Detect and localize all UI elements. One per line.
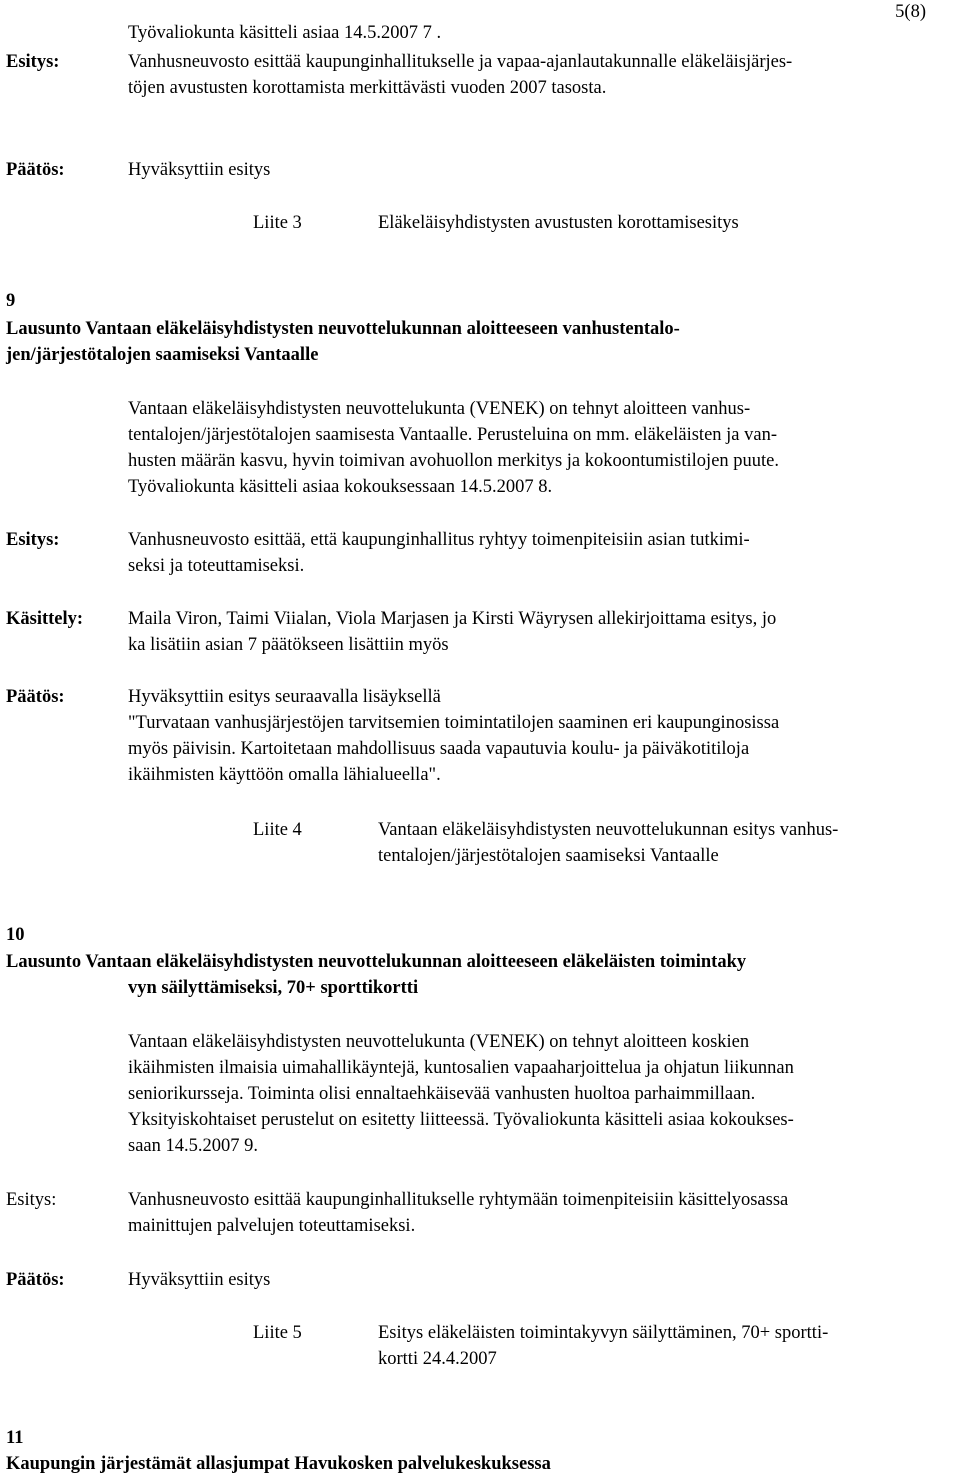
- attachment-text: Eläkeläisyhdistysten avustusten korottamisesitys: [378, 213, 739, 233]
- paatos-line: ikäihmisten käyttöön omalla lähialueella".: [128, 765, 441, 785]
- section-number: 10: [6, 925, 25, 945]
- paatos-label: Päätös:: [6, 687, 65, 707]
- intro-line: saan 14.5.2007 9.: [128, 1136, 258, 1156]
- intro-line: ikäihmisten ilmaisia uimahallikäyntejä, kuntosalien vapaaharjoittelua ja ohjatun liikunnan: [128, 1058, 794, 1078]
- kasittely-line: Maila Viron, Taimi Viialan, Viola Marjasen ja Kirsti Wäyrysen allekirjoittama esitys, jo: [128, 609, 777, 629]
- header-line: Työvaliokunta käsitteli asiaa 14.5.2007 7 .: [128, 23, 442, 43]
- paatos-line: Hyväksyttiin esitys seuraavalla lisäyksellä: [128, 687, 441, 707]
- esitys-line: mainittujen palvelujen toteuttamiseksi.: [128, 1216, 416, 1236]
- attachment-label: Liite 5: [253, 1323, 302, 1343]
- intro-line: Työvaliokunta käsitteli asiaa kokouksessaan 14.5.2007 8.: [128, 477, 553, 497]
- paatos-line: "Turvataan vanhusjärjestöjen tarvitsemien toimintatilojen saaminen eri kaupunginosissa: [128, 713, 780, 733]
- esitys-line: töjen avustusten korottamista merkittävästi vuoden 2007 tasosta.: [128, 78, 607, 98]
- paatos-label: Päätös:: [6, 1270, 65, 1290]
- esitys-line: seksi ja toteuttamiseksi.: [128, 556, 305, 576]
- section-title: jen/järjestötalojen saamiseksi Vantaalle: [6, 345, 319, 365]
- esitys-label: Esitys:: [6, 1190, 57, 1210]
- intro-line: tentalojen/järjestötalojen saamisesta Vantaalle. Perusteluina on mm. eläkeläisten ja van-: [128, 425, 777, 445]
- section-title: Lausunto Vantaan eläkeläisyhdistysten neuvottelukunnan aloitteeseen vanhustentalo-: [6, 319, 680, 339]
- intro-line: Vantaan eläkeläisyhdistysten neuvottelukunta (VENEK) on tehnyt aloitteen koskien: [128, 1032, 750, 1052]
- intro-line: Vantaan eläkeläisyhdistysten neuvottelukunta (VENEK) on tehnyt aloitteen vanhus-: [128, 399, 751, 419]
- paatos-label: Päätös:: [6, 160, 65, 180]
- attachment-label: Liite 3: [253, 213, 302, 233]
- section-title: Kaupungin järjestämät allasjumpat Havukosken palvelukeskuksessa: [6, 1454, 551, 1474]
- paatos-text: Hyväksyttiin esitys: [128, 160, 271, 180]
- page-number: 5(8): [895, 2, 926, 22]
- esitys-line: Vanhusneuvosto esittää kaupunginhallitukselle ryhtymään toimenpiteisiin käsittelyosassa: [128, 1190, 789, 1210]
- kasittely-label: Käsittely:: [6, 609, 84, 629]
- section-title: Lausunto Vantaan eläkeläisyhdistysten neuvottelukunnan aloitteeseen eläkeläisten toimintaky: [6, 952, 747, 972]
- intro-line: husten määrän kasvu, hyvin toimivan avohuollon merkitys ja kokoontumistilojen puute.: [128, 451, 780, 471]
- esitys-line: Vanhusneuvosto esittää kaupunginhallitukselle ja vapaa-ajanlautakunnalle eläkeläisjärjes-: [128, 52, 793, 72]
- attachment-line: Esitys eläkeläisten toimintakyvyn säilyttäminen, 70+ sportti-: [378, 1323, 829, 1343]
- paatos-text: Hyväksyttiin esitys: [128, 1270, 271, 1290]
- intro-line: Yksityiskohtaiset perustelut on esitetty liitteessä. Työvaliokunta käsitteli asiaa kokoukses-: [128, 1110, 794, 1130]
- intro-line: seniorikursseja. Toiminta olisi ennaltaehkäisevää vanhusten huoltoa parhaimmillaan.: [128, 1084, 756, 1104]
- section-number: 11: [6, 1428, 24, 1448]
- esitys-label: Esitys:: [6, 530, 60, 550]
- paatos-line: myös päivisin. Kartoitetaan mahdollisuus saada vapautuvia koulu- ja päiväkotitiloja: [128, 739, 750, 759]
- esitys-label: Esitys:: [6, 52, 60, 72]
- attachment-line: kortti 24.4.2007: [378, 1349, 497, 1369]
- attachment-label: Liite 4: [253, 820, 302, 840]
- kasittely-line: ka lisätiin asian 7 päätökseen lisättiin myös: [128, 635, 449, 655]
- esitys-line: Vanhusneuvosto esittää, että kaupunginhallitus ryhtyy toimenpiteisiin asian tutkimi-: [128, 530, 750, 550]
- attachment-line: Vantaan eläkeläisyhdistysten neuvottelukunnan esitys vanhus-: [378, 820, 839, 840]
- section-title: vyn säilyttämiseksi, 70+ sporttikortti: [128, 978, 419, 998]
- section-number: 9: [6, 291, 16, 311]
- attachment-line: tentalojen/järjestötalojen saamiseksi Vantaalle: [378, 846, 719, 866]
